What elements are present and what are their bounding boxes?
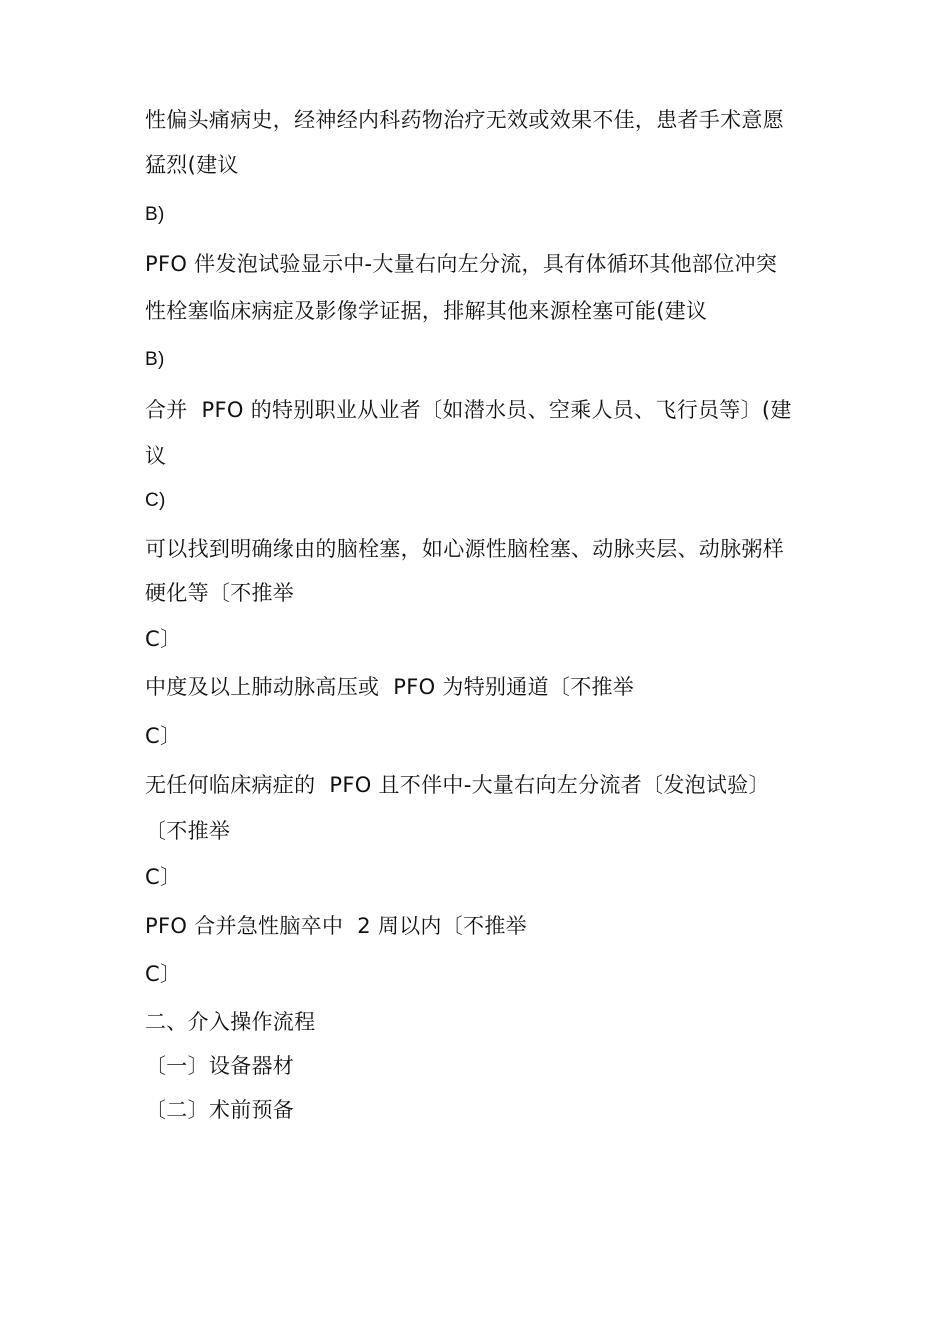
text-line: 无任何临床病症的 PFO 且不伴中-大量右向左分流者〔发泡试验〕 [145,773,770,797]
text-line: B) [145,349,165,370]
section-heading: 二、介入操作流程 [145,1010,316,1034]
subsection-heading: 〔一〕设备器材 [145,1054,295,1078]
text-line: C〕 [145,865,182,889]
subsection-heading: 〔二〕术前预备 [145,1098,295,1122]
text-line: 中度及以上肺动脉高压或 PFO 为特别通道〔不推举 [145,675,635,699]
text-line: 可以找到明确缘由的脑栓塞，如心源性脑栓塞、动脉夹层、动脉粥样 [145,537,784,561]
text-line: C) [145,490,166,511]
text-line: 合并 PFO 的特别职业从业者〔如潜水员、空乘人员、飞行员等〕(建 [145,398,792,422]
text-line: B) [145,204,165,225]
text-line: 性偏头痛病史，经神经内科药物治疗无效或效果不佳，患者手术意愿 [145,108,784,132]
text-line: PFO 伴发泡试验显示中-大量右向左分流，具有体循环其他部位冲突 [145,252,778,276]
text-line: C〕 [145,724,182,748]
text-line: 议 [145,444,167,468]
text-line: 猛烈(建议 [145,153,239,177]
text-line: 硬化等〔不推举 [145,581,295,605]
text-line: PFO 合并急性脑卒中 2 周以内〔不推举 [145,914,527,938]
text-line: 性栓塞临床病症及影像学证据，排解其他来源栓塞可能(建议 [145,299,708,323]
text-line: C〕 [145,962,182,986]
text-line: C〕 [145,627,182,651]
text-line: 〔不推举 [145,819,231,843]
